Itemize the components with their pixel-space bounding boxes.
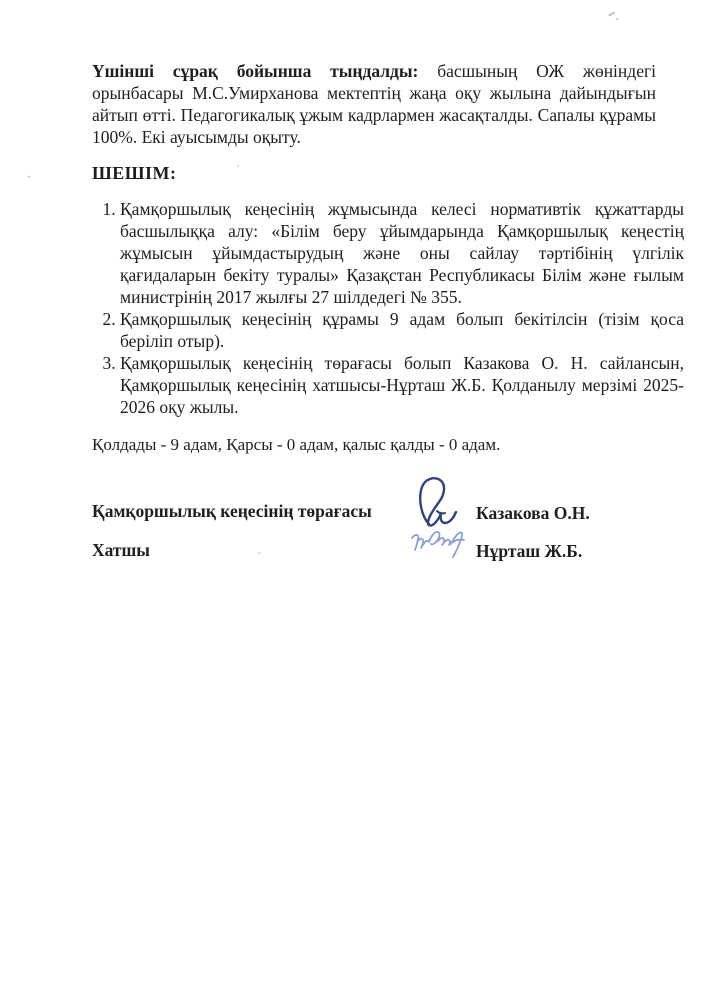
scan-speck: [258, 552, 261, 554]
scan-speck: [616, 18, 618, 20]
signature-role-chairperson: Қамқоршылық кеңесінің төрағасы: [92, 501, 372, 521]
paragraph-body-text: басшының ОЖ жөніндегі орынбасары М.С.Умирханова мектептің жаңа оқу жылына дайындығын айтып өтті. Педагогикалық ұжым кадрлармен жасақталды. Сапалы құрамы 100%. Екі ауысымды оқыту.: [92, 61, 656, 147]
signature-nurtash-icon: [409, 528, 467, 565]
scan-speck: [608, 11, 615, 16]
scan-speck: [237, 165, 239, 167]
signature-role-secretary: Хатшы: [92, 540, 150, 560]
decision-item-2: 2. Қамқоршылық кеңесінің құрамы 9 адам болып бекітілсін (тізім қоса беріліп отыр).: [120, 308, 684, 352]
vote-result-line: Қолдады - 9 адам, Қарсы - 0 адам, қалыс қалды - 0 адам.: [92, 435, 501, 454]
paragraph-lead-bold: Үшінші сұрақ бойынша тыңдалды:: [92, 61, 419, 81]
decision-item-3: 3. Қамқоршылық кеңесінің төрағасы болып Казакова О. Н. сайлансын, Қамқоршылық кеңесінің хатшысы-Нұрташ Ж.Б. Қолданылу мерзімі 2025-2026 оқу жылы.: [120, 352, 684, 418]
signature-name-kazakova: Казакова О.Н.: [476, 503, 590, 523]
signature-name-nurtash: Нұрташ Ж.Б.: [476, 541, 583, 561]
decision-item-1: 1. Қамқоршылық кеңесінің жұмысында келесі нормативтік құжаттарды басшылыққа алу: «Білім беру ұйымдарында Қамқоршылық кеңестің жұмысын ұйымдастырудың және оны сайлау тәртібінің үлгілік қағидаларын бекіту туралы» Қазақстан Республикасы Білім және ғылым министрінің 2017 жылғы 27 шілдедегі № 355.: [120, 198, 684, 308]
decision-list: [92, 198, 684, 418]
scan-speck: [27, 175, 31, 179]
paragraph-listened: [92, 60, 656, 148]
decision-heading: ШЕШІМ:: [92, 163, 177, 183]
signature-kazakova-icon: [415, 474, 467, 535]
